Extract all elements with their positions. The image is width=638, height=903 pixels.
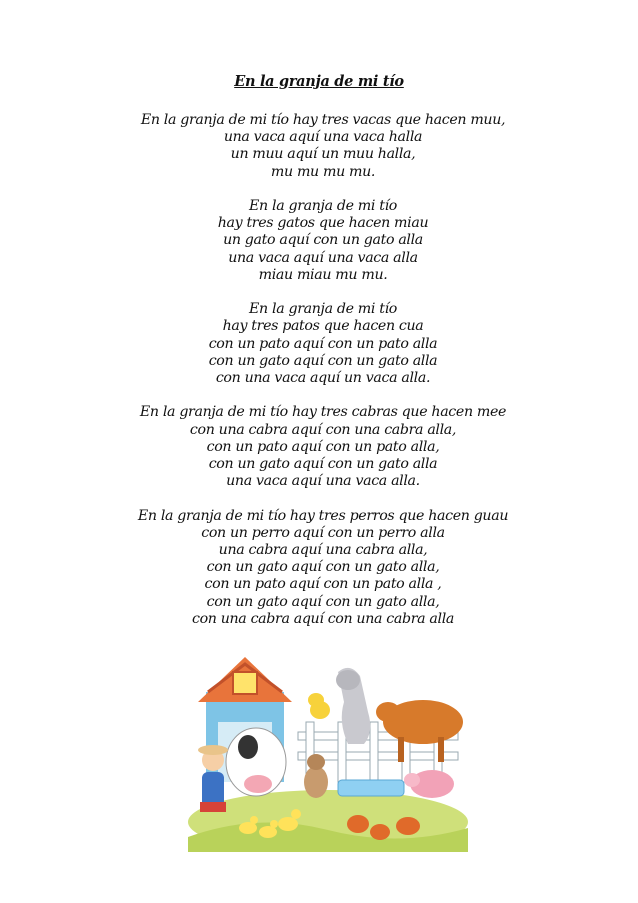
pig-figure	[404, 770, 454, 798]
poem-stanza	[118, 301, 528, 387]
poem-line: con un pato aquí con un pato alla ,	[204, 576, 442, 593]
poem-stanza	[118, 198, 528, 284]
poem-line: con un gato aquí con un gato alla,	[206, 593, 440, 610]
poem-line: con un gato aquí con un gato alla,	[206, 559, 440, 576]
poem-line: con un pato aquí con un pato alla,	[206, 438, 440, 455]
poem-line: una cabra aquí una cabra alla,	[218, 542, 428, 559]
dog-figure	[304, 754, 328, 798]
document-title: En la granja de mi tío	[234, 73, 404, 90]
poem-line: una vaca aquí una vaca halla	[223, 129, 423, 146]
poem-line: En la granja de mi tío	[249, 198, 397, 214]
farm-illustration	[188, 652, 468, 852]
poem-stanza	[118, 404, 528, 490]
poem-line: miau miau mu mu.	[258, 266, 388, 283]
poem-line: un gato aquí con un gato alla	[223, 232, 423, 249]
poem-line: mu mu mu mu.	[270, 163, 376, 180]
poem-line: una vaca aquí una vaca alla	[228, 249, 418, 266]
poem-stanza	[118, 112, 528, 181]
poem-line: un muu aquí un muu halla,	[230, 146, 416, 163]
poem-line: En la granja de mi tío hay tres vacas que hacen muu,	[140, 112, 506, 128]
cow-figure	[226, 728, 286, 796]
poem-line: En la granja de mi tío hay tres perros que hacen guau	[137, 507, 509, 524]
poem-line: con un pato aquí con un pato alla	[208, 335, 438, 352]
poem-line: En la granja de mi tío hay tres cabras que hacen mee	[139, 404, 507, 421]
water-trough	[338, 780, 404, 796]
poem-line: con una cabra aquí con una cabra alla,	[189, 421, 457, 438]
cat-figure	[308, 693, 330, 719]
poem-line: hay tres patos que hacen cua	[222, 318, 424, 335]
poem-line: con un perro aquí con un perro alla	[201, 524, 445, 541]
poem-body	[118, 112, 528, 645]
poem-line: con un gato aquí con un gato alla	[208, 352, 438, 369]
poem-stanza	[118, 508, 528, 628]
poem-line: En la granja de mi tío	[249, 301, 397, 318]
poem-line: hay tres gatos que hacen miau	[217, 215, 429, 232]
poem-line: con un gato aquí con un gato alla	[208, 456, 438, 473]
poem-line: con una vaca aquí un vaca alla.	[215, 370, 431, 387]
poem-line: una vaca aquí una vaca alla.	[226, 473, 420, 490]
poem-line: con una cabra aquí con una cabra alla	[192, 610, 454, 627]
